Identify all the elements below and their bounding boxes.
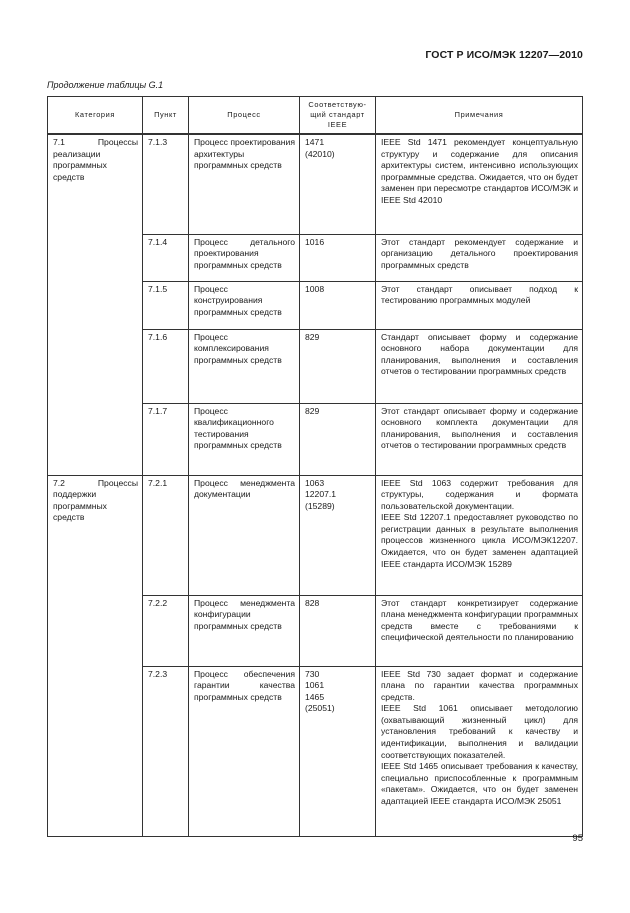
table-caption: Продолжение таблицы G.1 <box>47 80 164 90</box>
standard-cell: 1008 <box>300 281 376 329</box>
standard-cell: 829 <box>300 329 376 403</box>
item-cell: 7.1.3 <box>143 134 189 234</box>
standards-table <box>47 96 583 837</box>
notes-cell: Этот стандарт рекомендует содержание и организацию детального проектирования программных средств <box>376 234 583 281</box>
item-cell: 7.1.6 <box>143 329 189 403</box>
item-cell: 7.2.2 <box>143 595 189 666</box>
item-cell: 7.1.5 <box>143 281 189 329</box>
standard-cell: 1063 12207.1 (15289) <box>300 475 376 595</box>
standard-cell: 829 <box>300 403 376 475</box>
notes-cell: IEEE Std 730 задает формат и содержание плана по гарантии качества программных средств. IEEE Std 1061 описывает методологию (охватывающий жизненный цикл) для установления требований к качеству и идентификации, выполнения и валидации соответствующих показателей. IEEE Std 1465 описывает требования к качеству, специально приспособленные к программным «пакетам». Ожидается, что он будет заменен адаптацией IEEE стандарта ИСО/МЭК 25051 <box>376 666 583 836</box>
process-cell: Процесс менеджмента документации <box>189 475 300 595</box>
notes-cell: IEEE Std 1063 содержит требования для структуры, содержания и формата пользовательской документации. IEEE Std 12207.1 предоставляет руководство по регистрации данных в результате выполнения процессов жизненного цикла ИСО/МЭК12207. Ожидается, что он будет заменен адаптацией IEEE стандарта ИСО/МЭК 15289 <box>376 475 583 595</box>
category-cell: 7.2 Процессы поддержки программных средств <box>48 475 143 836</box>
header-standard: Соответствую- щий стандарт IEEE <box>300 97 376 135</box>
document-id: ГОСТ Р ИСО/МЭК 12207—2010 <box>425 49 583 61</box>
item-cell: 7.2.1 <box>143 475 189 595</box>
item-cell: 7.1.4 <box>143 234 189 281</box>
process-cell: Процесс обеспечения гарантии качества программных средств <box>189 666 300 836</box>
process-cell: Процесс конструирования программных средств <box>189 281 300 329</box>
notes-cell: Стандарт описывает форму и содержание основного набора документации для планирования, выполнения и составления отчетов о тестировании программных средств <box>376 329 583 403</box>
notes-cell: Этот стандарт конкретизирует содержание плана менеджмента конфигурации программных средств вместе с требованиями к специфической деятельности по планированию <box>376 595 583 666</box>
notes-cell: Этот стандарт описывает подход к тестированию программных модулей <box>376 281 583 329</box>
category-cell: 7.1 Процессы реализации программных средств <box>48 134 143 475</box>
standard-cell: 730 1061 1465 (25051) <box>300 666 376 836</box>
process-cell: Процесс проектирования архитектуры программных средств <box>189 134 300 234</box>
item-cell: 7.2.3 <box>143 666 189 836</box>
standard-cell: 1016 <box>300 234 376 281</box>
item-cell: 7.1.7 <box>143 403 189 475</box>
header-notes: Примечания <box>376 97 583 135</box>
process-cell: Процесс квалификационного тестирования программных средств <box>189 403 300 475</box>
notes-cell: Этот стандарт описывает форму и содержание основного комплекта документации для планирования, выполнения и составления отчетов о тестировании программных средств <box>376 403 583 475</box>
standard-cell: 828 <box>300 595 376 666</box>
header-item: Пункт <box>143 97 189 135</box>
table-header-row <box>48 97 583 135</box>
process-cell: Процесс менеджмента конфигурации программных средств <box>189 595 300 666</box>
header-process: Процесс <box>189 97 300 135</box>
header-category: Категория <box>48 97 143 135</box>
table-row <box>48 134 583 234</box>
process-cell: Процесс детального проектирования программных средств <box>189 234 300 281</box>
process-cell: Процесс комплексирования программных средств <box>189 329 300 403</box>
table-row <box>48 475 583 595</box>
page-number: 95 <box>572 833 583 844</box>
standard-cell: 1471 (42010) <box>300 134 376 234</box>
notes-cell: IEEE Std 1471 рекомендует концептуальную структуру и содержание для описания архитектуры систем, интенсивно использующих программные средства. Ожидается, что он будет заменен при пересмотре стандартов ИСО/МЭК и IEEE Std 42010 <box>376 134 583 234</box>
